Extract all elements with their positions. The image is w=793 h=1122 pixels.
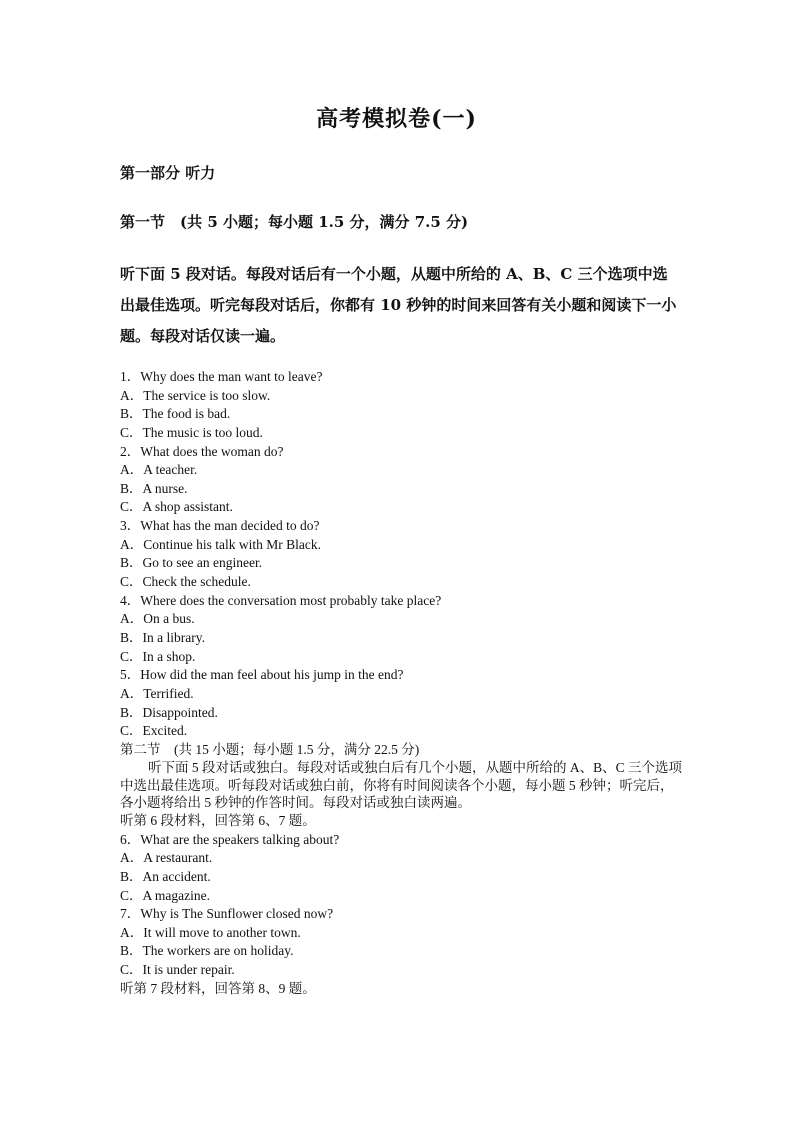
question-line: A．On a bus. bbox=[120, 611, 195, 627]
question-line: C．Excited. bbox=[120, 723, 188, 739]
question-line: 6．What are the speakers talking about? bbox=[120, 831, 340, 847]
question-line: B．A nurse. bbox=[120, 480, 188, 496]
question-line: 听第 6 段材料，回答第 6、7 题。 bbox=[120, 812, 316, 828]
question-line: C．It is under repair. bbox=[120, 962, 235, 978]
question-line: B．Disappointed. bbox=[120, 704, 218, 720]
question-line: B．An accident. bbox=[120, 868, 211, 884]
question-line: B．The food is bad. bbox=[120, 406, 231, 422]
question-line: C．A magazine. bbox=[120, 887, 210, 903]
part-heading: 第一部分 听力 bbox=[120, 164, 216, 182]
question-group bbox=[120, 368, 685, 759]
question-line: A．A restaurant. bbox=[120, 850, 213, 866]
question-line: A．Terrified. bbox=[120, 685, 194, 701]
question-line: B．The workers are on holiday. bbox=[120, 943, 294, 959]
question-list bbox=[120, 368, 685, 998]
question-line: A．A teacher. bbox=[120, 462, 198, 478]
question-line: 3．What has the man decided to do? bbox=[120, 518, 320, 534]
question-line: A．Continue his talk with Mr Black. bbox=[120, 536, 321, 552]
section2-instructions: 听下面 5 段对话或独白。每段对话或独白后有几个小题，从题中所给的 A、B、C 三个选项中选出最佳选项。听每段对话或独白前，你将有时间阅读各个小题，每小题 5 秒钟；听完后，各小题将给出 5 秒钟的作答时间。每段对话或独白读两遍。 bbox=[120, 760, 683, 811]
question-line: 听第 7 段材料，回答第 8、9 题。 bbox=[120, 980, 316, 996]
question-line: 4．Where does the conversation most probably take place? bbox=[120, 592, 442, 608]
question-line: C．A shop assistant. bbox=[120, 499, 233, 515]
section-heading: 第一节 (共 5 小题；每小题 1.5 分，满分 7.5 分) bbox=[120, 213, 469, 231]
question-group bbox=[120, 812, 685, 998]
question-line: A．It will move to another town. bbox=[120, 924, 301, 940]
question-line: B．In a library. bbox=[120, 629, 205, 645]
question-line: C．Check the schedule. bbox=[120, 574, 251, 590]
question-line: C．The music is too loud. bbox=[120, 424, 263, 440]
question-line: 1．Why does the man want to leave? bbox=[120, 369, 323, 384]
page-title: 高考模拟卷(一) bbox=[316, 106, 477, 132]
question-line: 第二节 (共 15 小题；每小题 1.5 分，满分 22.5 分) bbox=[120, 741, 420, 757]
question-line: 5．How did the man feel about his jump in the end? bbox=[120, 667, 404, 683]
question-line: 2．What does the woman do? bbox=[120, 443, 284, 459]
question-line: C．In a shop. bbox=[120, 648, 196, 664]
question-line: A．The service is too slow. bbox=[120, 387, 271, 403]
question-line: B．Go to see an engineer. bbox=[120, 555, 263, 571]
section-instructions: 听下面 5 段对话。每段对话后有一个小题，从题中所给的 A、B、C 三个选项中选出最佳选项。听完每段对话后，你都有 10 秒钟的时间来回答有关小题和阅读下一小题。每段对话仅读一遍。 bbox=[120, 265, 677, 345]
question-line: 7．Why is The Sunflower closed now? bbox=[120, 906, 334, 922]
